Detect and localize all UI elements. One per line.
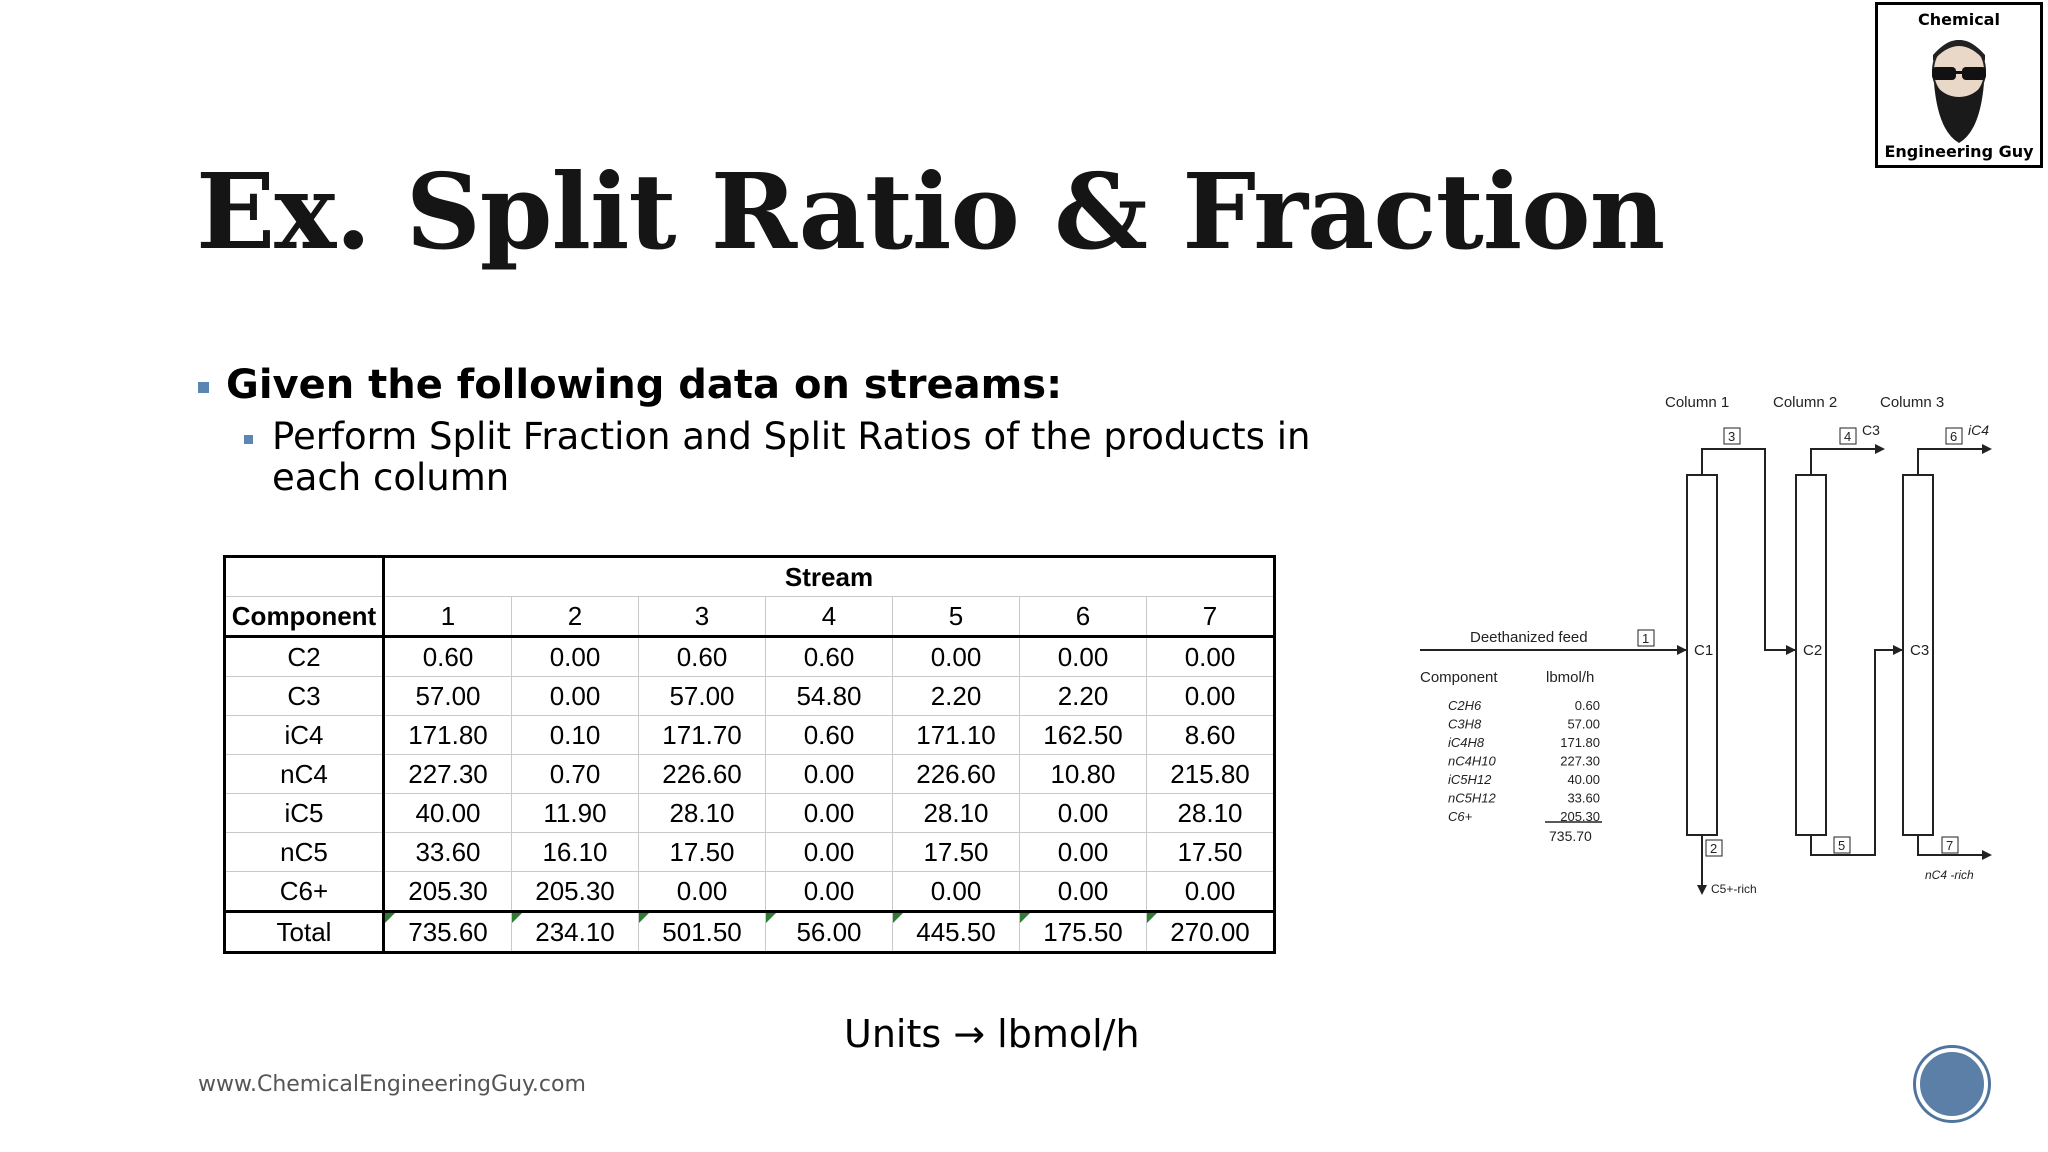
value-cell: 17.50 xyxy=(893,833,1020,872)
value-cell: 0.00 xyxy=(893,637,1020,677)
table-total-row xyxy=(225,912,1275,953)
units-note: Units → lbmol/h xyxy=(844,1012,1140,1056)
product-label-s2: C5+-rich xyxy=(1711,882,1757,896)
table-row xyxy=(225,833,1275,872)
component-cell: nC4 xyxy=(225,755,384,794)
value-cell: 227.30 xyxy=(384,755,512,794)
bearded-face-icon xyxy=(1918,31,2000,151)
stream-number-header: 3 xyxy=(639,597,766,637)
stream-number-header: 6 xyxy=(1020,597,1147,637)
component-cell: iC5 xyxy=(225,794,384,833)
stream-number-header: 2 xyxy=(512,597,639,637)
feed-component: nC5H12 xyxy=(1448,790,1496,806)
stream-num-3: 3 xyxy=(1728,429,1736,444)
value-cell: 226.60 xyxy=(639,755,766,794)
value-cell: 0.60 xyxy=(766,637,893,677)
value-cell: 0.00 xyxy=(1020,833,1147,872)
stream-number-header: 1 xyxy=(384,597,512,637)
column-label-c3: C3 xyxy=(1910,642,1930,659)
value-cell: 205.30 xyxy=(512,872,639,912)
column-label-c2: C2 xyxy=(1803,642,1823,659)
feed-value: 205.30 xyxy=(1560,809,1600,824)
value-cell: 162.50 xyxy=(1020,716,1147,755)
value-cell: 2.20 xyxy=(893,677,1020,716)
product-label-s7: nC4 -rich xyxy=(1925,868,1974,882)
table-row xyxy=(225,677,1275,716)
total-label-cell: Total xyxy=(225,912,384,953)
feed-component: C2H6 xyxy=(1448,698,1482,713)
value-cell: 0.00 xyxy=(1020,637,1147,677)
stream-number-header: 4 xyxy=(766,597,893,637)
feed-table-header-component: Component xyxy=(1420,669,1498,686)
slide-title: Ex. Split Ratio & Fraction xyxy=(196,150,1665,273)
value-cell: 17.50 xyxy=(1147,833,1275,872)
value-cell: 57.00 xyxy=(639,677,766,716)
column-title-2: Column 2 xyxy=(1773,394,1838,411)
value-cell: 171.10 xyxy=(893,716,1020,755)
table-header-row-stream xyxy=(225,557,1275,597)
feed-component: nC4H10 xyxy=(1448,753,1496,769)
total-value-cell: 445.50 xyxy=(893,912,1020,953)
feed-table-header-units: lbmol/h xyxy=(1546,669,1595,686)
stream-number-header: 7 xyxy=(1147,597,1275,637)
value-cell: 0.00 xyxy=(766,833,893,872)
feed-value: 33.60 xyxy=(1567,790,1600,806)
component-header: Component xyxy=(225,597,384,637)
value-cell: 11.90 xyxy=(512,794,639,833)
value-cell: 0.00 xyxy=(1020,794,1147,833)
value-cell: 0.00 xyxy=(766,755,893,794)
feed-component: iC4H8 xyxy=(1448,735,1485,750)
value-cell: 0.60 xyxy=(766,716,893,755)
component-cell: C3 xyxy=(225,677,384,716)
value-cell: 226.60 xyxy=(893,755,1020,794)
table-row xyxy=(225,872,1275,912)
total-value-cell: 234.10 xyxy=(512,912,639,953)
value-cell: 54.80 xyxy=(766,677,893,716)
stream-num-6: 6 xyxy=(1950,429,1958,444)
total-value-cell: 270.00 xyxy=(1147,912,1275,953)
feed-component: C3H8 xyxy=(1448,716,1482,732)
column-title-1: Column 1 xyxy=(1665,394,1730,411)
feed-component: C6+ xyxy=(1448,809,1473,824)
value-cell: 40.00 xyxy=(384,794,512,833)
value-cell: 0.00 xyxy=(893,872,1020,912)
value-cell: 171.80 xyxy=(384,716,512,755)
total-value-cell: 501.50 xyxy=(639,912,766,953)
feed-label: Deethanized feed xyxy=(1470,629,1588,646)
component-cell: iC4 xyxy=(225,716,384,755)
component-cell: C6+ xyxy=(225,872,384,912)
value-cell: 0.60 xyxy=(384,637,512,677)
stream-num-2: 2 xyxy=(1710,841,1718,856)
stream-num-4: 4 xyxy=(1844,429,1852,444)
value-cell: 0.00 xyxy=(1147,677,1275,716)
component-cell: C2 xyxy=(225,637,384,677)
value-cell: 8.60 xyxy=(1147,716,1275,755)
value-cell: 0.70 xyxy=(512,755,639,794)
stream-num-1: 1 xyxy=(1642,631,1650,646)
value-cell: 0.00 xyxy=(512,637,639,677)
column-title-3: Column 3 xyxy=(1880,394,1945,411)
stream-num-7: 7 xyxy=(1946,838,1954,853)
channel-logo xyxy=(1875,2,2043,168)
feed-value: 57.00 xyxy=(1567,716,1600,732)
product-label-s4: C3 xyxy=(1862,422,1880,438)
bullet-marker xyxy=(198,382,209,393)
feed-value: 40.00 xyxy=(1567,772,1600,787)
value-cell: 0.00 xyxy=(1147,637,1275,677)
product-label-s6: iC4 xyxy=(1968,422,1990,438)
value-cell: 2.20 xyxy=(1020,677,1147,716)
value-cell: 0.00 xyxy=(1020,872,1147,912)
value-cell: 215.80 xyxy=(1147,755,1275,794)
total-value-cell: 56.00 xyxy=(766,912,893,953)
slide-nav-button[interactable] xyxy=(1916,1048,1988,1120)
value-cell: 0.00 xyxy=(512,677,639,716)
component-cell: nC5 xyxy=(225,833,384,872)
bullet-level2-text: Perform Split Fraction and Split Ratios of the products in each column xyxy=(272,415,1311,499)
value-cell: 33.60 xyxy=(384,833,512,872)
table-row xyxy=(225,755,1275,794)
feed-value: 0.60 xyxy=(1574,698,1600,713)
stream-header: Stream xyxy=(384,557,1275,597)
value-cell: 28.10 xyxy=(1147,794,1275,833)
value-cell: 171.70 xyxy=(639,716,766,755)
value-cell: 10.80 xyxy=(1020,755,1147,794)
value-cell: 0.00 xyxy=(766,794,893,833)
value-cell: 57.00 xyxy=(384,677,512,716)
feed-value: 171.80 xyxy=(1560,735,1600,750)
bullet-level1-text: Given the following data on streams: xyxy=(226,362,1063,408)
feed-component: iC5H12 xyxy=(1448,772,1492,787)
value-cell: 205.30 xyxy=(384,872,512,912)
table-corner-cell xyxy=(225,557,384,597)
stream-num-5: 5 xyxy=(1838,838,1846,853)
table-row xyxy=(225,716,1275,755)
table-row xyxy=(225,637,1275,677)
value-cell: 0.10 xyxy=(512,716,639,755)
stream-data-table xyxy=(223,555,1276,954)
value-cell: 0.00 xyxy=(1147,872,1275,912)
total-value-cell: 175.50 xyxy=(1020,912,1147,953)
table-row xyxy=(225,794,1275,833)
stream-number-header: 5 xyxy=(893,597,1020,637)
distillation-train-diagram xyxy=(1415,385,2005,905)
value-cell: 28.10 xyxy=(639,794,766,833)
logo-top-text: Chemical xyxy=(1918,10,2000,29)
footer-website: www.ChemicalEngineeringGuy.com xyxy=(198,1072,586,1097)
value-cell: 17.50 xyxy=(639,833,766,872)
value-cell: 16.10 xyxy=(512,833,639,872)
value-cell: 0.00 xyxy=(639,872,766,912)
feed-value: 227.30 xyxy=(1560,753,1600,769)
bullet-marker-sub xyxy=(244,435,253,444)
value-cell: 0.60 xyxy=(639,637,766,677)
value-cell: 0.00 xyxy=(766,872,893,912)
value-cell: 28.10 xyxy=(893,794,1020,833)
total-value-cell: 735.60 xyxy=(384,912,512,953)
feed-total: 735.70 xyxy=(1549,828,1592,844)
column-label-c1: C1 xyxy=(1694,642,1714,659)
logo-bottom-text: Engineering Guy xyxy=(1884,142,2034,161)
table-header-row-numbers xyxy=(225,597,1275,637)
